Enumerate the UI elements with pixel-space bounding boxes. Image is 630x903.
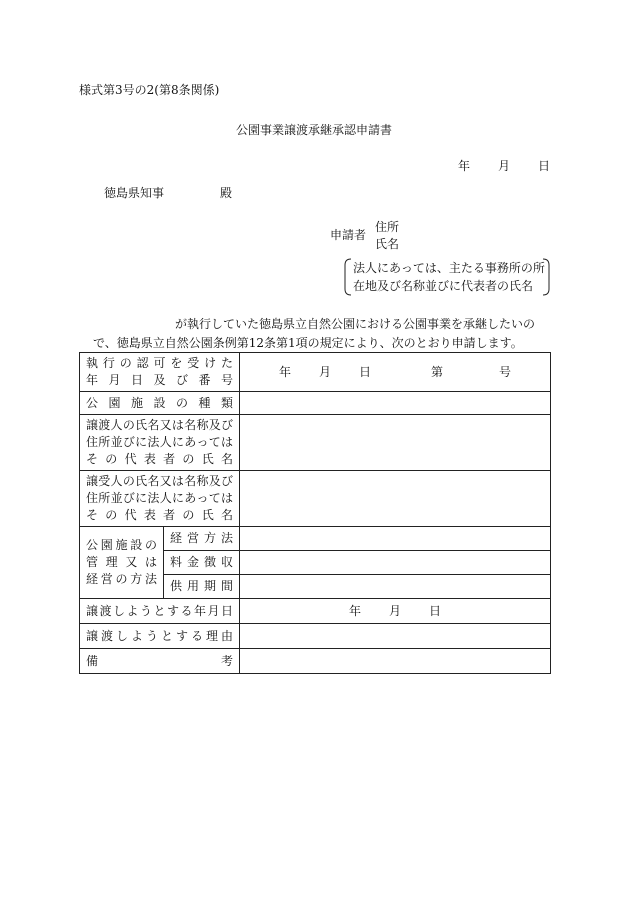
value-transfer-date[interactable]: 年 月 日 bbox=[240, 599, 551, 624]
label-facility-type: 公園施設の種類 bbox=[80, 392, 240, 415]
value-transferor[interactable] bbox=[240, 415, 551, 471]
table-row bbox=[80, 415, 551, 471]
table-row bbox=[80, 471, 551, 527]
value-operation-method[interactable] bbox=[240, 527, 551, 551]
label-transfer-reason: 譲渡しようとする理由 bbox=[80, 624, 240, 649]
honorific: 殿 bbox=[220, 186, 233, 200]
value-permit-date-number[interactable]: 年 月 日 第 号 bbox=[240, 353, 551, 392]
applicant-address-label: 住所 bbox=[375, 220, 400, 234]
note-line-1: 法人にあっては、主たる事務所の所 bbox=[353, 261, 545, 275]
body-text-line-1: が執行していた徳島県立自然公園における公園事業を承継したいの bbox=[175, 317, 536, 331]
value-fee-collection[interactable] bbox=[240, 551, 551, 575]
form-number: 様式第3号の2(第8条関係) bbox=[79, 83, 220, 97]
table-row bbox=[80, 599, 551, 624]
value-service-period[interactable] bbox=[240, 575, 551, 599]
label-operation-method: 経営方法 bbox=[164, 527, 240, 551]
addressee-name: 徳島県知事 bbox=[104, 186, 165, 200]
value-facility-type[interactable] bbox=[240, 392, 551, 415]
value-transferee[interactable] bbox=[240, 471, 551, 527]
label-transfer-date: 譲渡しようとする年月日 bbox=[80, 599, 240, 624]
application-table bbox=[79, 352, 551, 674]
date-month: 月 bbox=[497, 159, 510, 173]
table-row bbox=[80, 527, 551, 551]
value-transfer-reason[interactable] bbox=[240, 624, 551, 649]
table-row bbox=[80, 649, 551, 674]
addressee bbox=[104, 184, 232, 201]
applicant-name-label: 氏名 bbox=[375, 237, 400, 251]
label-service-period: 供用期間 bbox=[164, 575, 240, 599]
label-transferee: 譲受人の氏名又は名称及び 住所並びに法人にあっては その代表者の氏名 bbox=[80, 471, 240, 527]
label-management-method: 公園施設の 管理又は 経営の方法 bbox=[80, 527, 164, 599]
label-transferor: 譲渡人の氏名又は名称及び 住所並びに法人にあっては その代表者の氏名 bbox=[80, 415, 240, 471]
table-row bbox=[80, 624, 551, 649]
label-permit-date-number: 執行の認可を受けた 年月日及び番号 bbox=[80, 353, 240, 392]
value-remarks[interactable] bbox=[240, 649, 551, 674]
note-line-2: 在地及び名称並びに代表者の氏名 bbox=[353, 279, 534, 293]
label-fee-collection: 料金徴収 bbox=[164, 551, 240, 575]
date-line bbox=[458, 157, 550, 174]
label-remarks: 備 考 bbox=[80, 649, 240, 674]
table-row bbox=[80, 392, 551, 415]
applicant-label: 申請者 bbox=[330, 228, 367, 242]
date-day: 日 bbox=[537, 159, 550, 173]
corporate-note bbox=[343, 258, 551, 296]
date-year: 年 bbox=[457, 159, 470, 173]
table-row bbox=[80, 353, 551, 392]
body-text-line-2: で、徳島県立自然公園条例第12条第1項の規定により、次のとおり申請します。 bbox=[93, 336, 523, 350]
document-title: 公園事業譲渡承継承認申請書 bbox=[236, 123, 393, 137]
